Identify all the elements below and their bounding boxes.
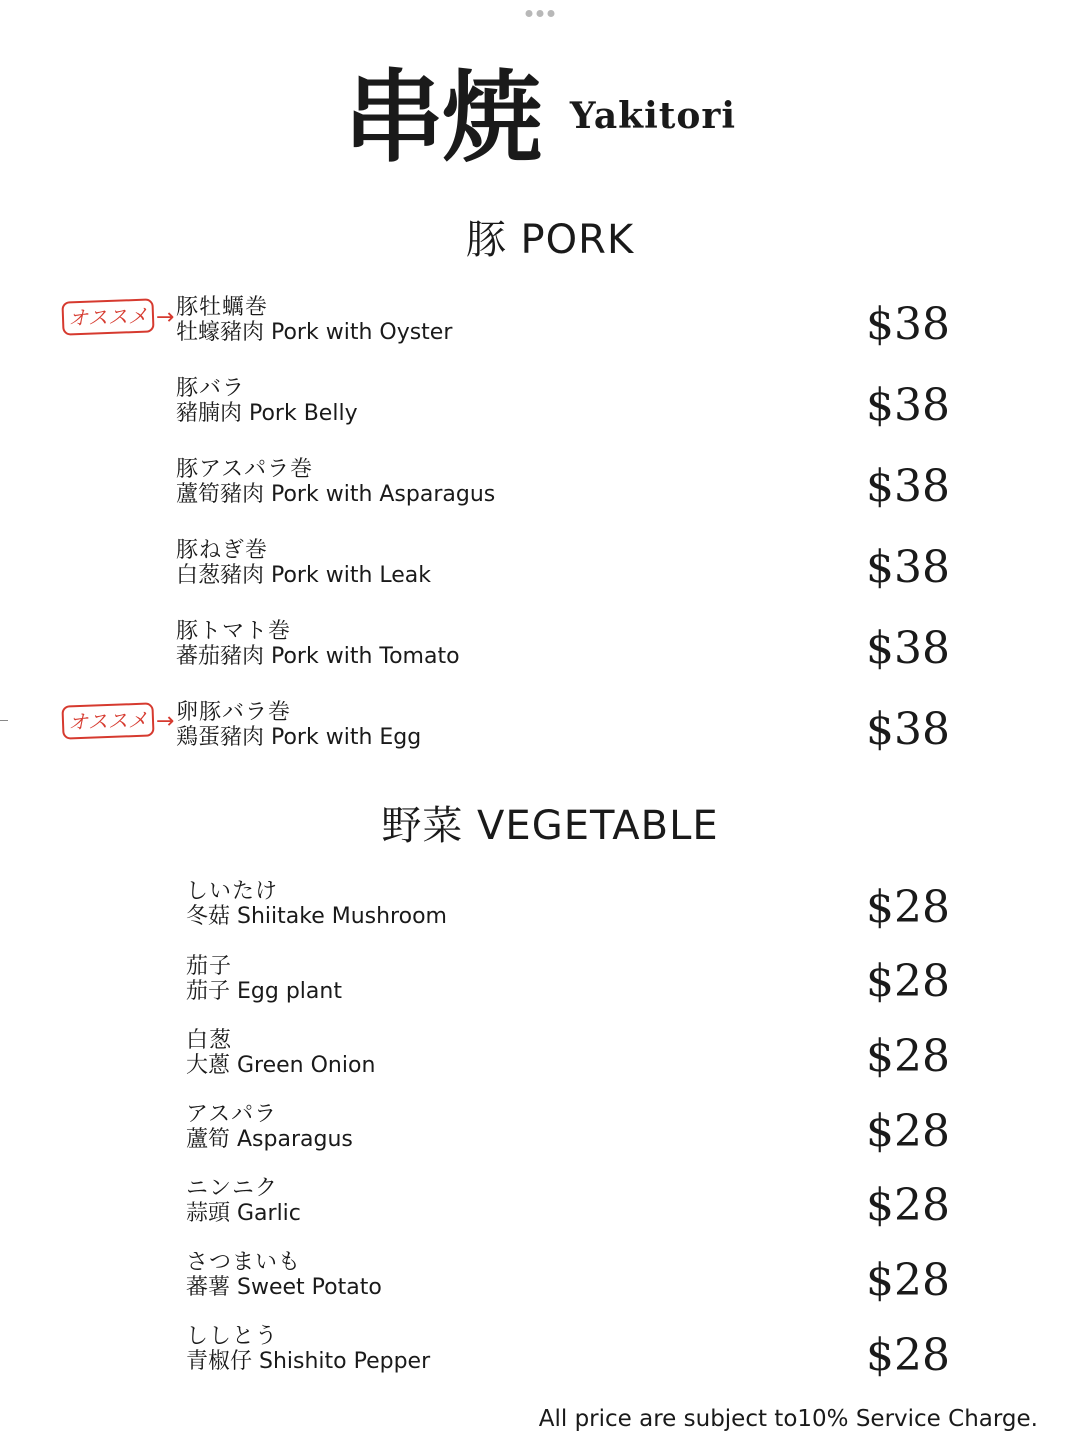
edge-mark	[0, 720, 8, 721]
item-price: $28	[866, 1106, 950, 1157]
item-english-name: 茄子 Egg plant	[186, 979, 342, 1004]
item-price: $28	[866, 1180, 950, 1231]
pork-section-heading: 豚 PORK	[465, 217, 635, 263]
item-english-name: 蕃薯 Sweet Potato	[186, 1275, 382, 1300]
item-english-name: 鶏蛋豬肉 Pork with Egg	[176, 725, 422, 750]
menu-item-garlic	[186, 1177, 301, 1227]
item-english-name: 牡蠔豬肉 Pork with Oyster	[176, 320, 453, 345]
item-japanese-name: ししとう	[186, 1324, 279, 1349]
menu-title	[0, 58, 1080, 176]
item-japanese-name: ニンニク	[186, 1176, 279, 1201]
item-japanese-name: 豚アスパラ巻	[176, 457, 314, 482]
menu-item-sweet-potato	[186, 1251, 382, 1301]
item-english-name: 蘆筍 Asparagus	[186, 1127, 353, 1152]
item-english-name: 蒜頭 Garlic	[186, 1201, 301, 1226]
item-japanese-name: さつまいも	[186, 1250, 302, 1275]
menu-item-eggplant	[186, 955, 342, 1005]
item-price: $38	[866, 542, 950, 593]
item-price: $28	[866, 882, 950, 933]
menu-item-asparagus	[186, 1103, 353, 1153]
menu-item-shiitake	[186, 880, 447, 930]
item-english-name: 青椒仔 Shishito Pepper	[186, 1349, 431, 1374]
menu-item-pork-leak	[176, 539, 431, 589]
menu-item-pork-tomato	[176, 620, 460, 670]
item-price: $38	[866, 461, 950, 512]
item-japanese-name: しいたけ	[186, 879, 279, 904]
item-price: $38	[866, 299, 950, 350]
menu-item-pork-oyster	[176, 296, 452, 346]
item-price: $38	[866, 623, 950, 674]
service-charge-note: All price are subject to10% Service Charge.	[538, 1406, 1038, 1432]
menu-item-green-onion	[186, 1029, 375, 1079]
title-japanese: 串焼	[343, 58, 540, 176]
recommended-stamp	[62, 300, 174, 334]
item-english-name: 蘆筍豬肉 Pork with Asparagus	[176, 482, 496, 507]
vegetable-section-heading: 野菜 VEGETABLE	[381, 803, 719, 849]
title-english: Yakitori	[569, 95, 737, 137]
more-options-icon[interactable]	[526, 10, 555, 17]
recommended-badge: オススメ	[61, 298, 154, 335]
item-price: $28	[866, 1255, 950, 1306]
recommended-stamp	[62, 704, 174, 738]
arrow-right-icon: →	[155, 304, 175, 330]
item-price: $28	[866, 956, 950, 1007]
menu-item-pork-asparagus	[176, 458, 495, 508]
arrow-right-icon: →	[155, 708, 175, 734]
item-english-name: 冬菇 Shiitake Mushroom	[186, 904, 447, 929]
item-japanese-name: 豚牡蠣巻	[176, 295, 269, 320]
item-price: $38	[866, 704, 950, 755]
item-price: $28	[866, 1330, 950, 1381]
item-japanese-name: 豚ねぎ巻	[176, 538, 269, 563]
menu-item-pork-egg	[176, 701, 421, 751]
item-japanese-name: 豚トマト巻	[176, 619, 292, 644]
item-english-name: 大蔥 Green Onion	[186, 1053, 376, 1078]
item-price: $28	[866, 1031, 950, 1082]
item-english-name: 豬腩肉 Pork Belly	[176, 401, 358, 426]
item-price: $38	[866, 380, 950, 431]
item-english-name: 白葱豬肉 Pork with Leak	[176, 563, 432, 588]
menu-item-pork-belly	[176, 377, 358, 427]
item-japanese-name: 豚バラ	[176, 376, 246, 401]
menu-item-shishito	[186, 1325, 430, 1375]
item-english-name: 蕃茄豬肉 Pork with Tomato	[176, 644, 460, 669]
item-japanese-name: 白葱	[186, 1028, 233, 1053]
item-japanese-name: アスパラ	[186, 1102, 278, 1127]
recommended-badge: オススメ	[61, 702, 154, 739]
item-japanese-name: 茄子	[186, 954, 233, 979]
item-japanese-name: 卵豚バラ巻	[176, 700, 292, 725]
